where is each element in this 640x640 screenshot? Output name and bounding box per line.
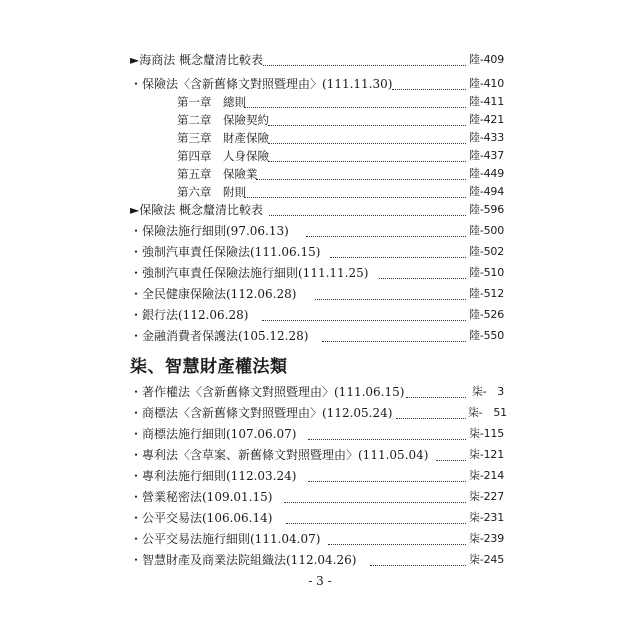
- toc-entry: [0, 201, 640, 219]
- toc-entry-title: ・強制汽車責任保險法施行細則(111.11.25): [130, 266, 369, 280]
- dot-leader: [262, 306, 466, 321]
- toc-entry-page: 陸-512: [469, 287, 504, 300]
- toc-entry-page: 柒- 51: [468, 406, 507, 419]
- toc-entry-title: ►海商法 概念釐清比較表: [130, 53, 264, 67]
- toc-entry-title: ・公平交易法(106.06.14): [130, 511, 273, 525]
- page-number: - 3 -: [308, 574, 332, 588]
- toc-entry: [0, 467, 640, 485]
- toc-entry-page: 柒- 3: [471, 385, 504, 398]
- dot-leader: [244, 183, 466, 198]
- toc-entry-title: ・強制汽車責任保險法(111.06.15): [130, 245, 321, 259]
- toc-entry: [0, 285, 640, 303]
- toc-entry: [0, 222, 640, 240]
- toc-entry: [0, 147, 640, 165]
- dot-leader: [268, 129, 466, 144]
- dot-leader: [268, 147, 466, 162]
- dot-leader: [322, 327, 466, 342]
- toc-entry: [0, 509, 640, 527]
- dot-leader: [244, 93, 466, 108]
- toc-entry: [0, 243, 640, 261]
- toc-entry: [0, 404, 640, 422]
- dot-leader: [330, 243, 466, 258]
- toc-entry: [0, 425, 640, 443]
- toc-entry-page: 柒-121: [469, 448, 504, 461]
- toc-entry-page: 柒-214: [469, 469, 504, 482]
- dot-leader: [379, 264, 466, 279]
- toc-entry-title: ・智慧財產及商業法院組織法(112.04.26): [130, 553, 357, 567]
- toc-entry-title: ・商標法施行細則(107.06.07): [130, 427, 297, 441]
- toc-entry-title: ・銀行法(112.06.28): [130, 308, 249, 322]
- dot-leader: [436, 446, 466, 461]
- toc-entry-page: 柒-245: [469, 553, 504, 566]
- toc-entry: [0, 327, 640, 345]
- toc-entry: [0, 183, 640, 201]
- toc-entry-page: 陸-409: [469, 53, 504, 66]
- toc-entry-title: ►保險法 概念釐清比較表: [130, 203, 264, 217]
- toc-entry-page: 陸-510: [469, 266, 504, 279]
- toc-entry-page: 陸-494: [469, 185, 504, 198]
- dot-leader: [392, 75, 466, 90]
- toc-entry-page: 陸-421: [469, 113, 504, 126]
- toc-entry-page: 陸-411: [469, 95, 504, 108]
- toc-entry: [0, 75, 640, 93]
- toc-entry-title: ・公平交易法施行細則(111.04.07): [130, 532, 321, 546]
- toc-entry: [0, 551, 640, 569]
- toc-entry-title: ・專利法〈含草案、新舊條文對照暨理由〉(111.05.04): [130, 448, 429, 462]
- toc-entry: [0, 383, 640, 401]
- toc-entry-page: 陸-437: [469, 149, 504, 162]
- toc-entry-title: ・營業秘密法(109.01.15): [130, 490, 273, 504]
- toc-entry-title: ・金融消費者保護法(105.12.28): [130, 329, 309, 343]
- dot-leader: [263, 51, 466, 66]
- toc-entry-title: ・保險法〈含新舊條文對照暨理由〉(111.11.30): [130, 77, 393, 91]
- section-heading: 柒、智慧財產權法類: [130, 357, 288, 377]
- toc-entry-page: 柒-227: [469, 490, 504, 503]
- dot-leader: [370, 551, 466, 566]
- toc-entry-page: 陸-526: [469, 308, 504, 321]
- toc-entry-page: 陸-550: [469, 329, 504, 342]
- toc-entry-title: 第四章 人身保險: [177, 149, 269, 163]
- dot-leader: [269, 201, 466, 216]
- toc-entry-title: 第一章 總則: [177, 95, 246, 109]
- toc-entry-title: 第六章 附則: [177, 185, 246, 199]
- dot-leader: [284, 488, 466, 503]
- toc-entry: [0, 51, 640, 69]
- dot-leader: [306, 222, 466, 237]
- toc-entry-page: 柒-239: [469, 532, 504, 545]
- toc-entry-page: 陸-449: [469, 167, 504, 180]
- dot-leader: [308, 467, 466, 482]
- toc-entry-title: 第五章 保險業: [177, 167, 258, 181]
- toc-entry: [0, 129, 640, 147]
- dot-leader: [268, 111, 466, 126]
- toc-entry: [0, 111, 640, 129]
- toc-entry-page: 陸-410: [469, 77, 504, 90]
- toc-entry-title: 第二章 保險契約: [177, 113, 269, 127]
- dot-leader: [328, 530, 466, 545]
- dot-leader: [396, 404, 466, 419]
- toc-entry-title: ・專利法施行細則(112.03.24): [130, 469, 297, 483]
- dot-leader: [406, 383, 466, 398]
- toc-entry-title: ・商標法〈含新舊條文對照暨理由〉(112.05.24): [130, 406, 393, 420]
- toc-entry-title: ・著作權法〈含新舊條文對照暨理由〉(111.06.15): [130, 385, 405, 399]
- toc-entry-title: ・保險法施行細則(97.06.13): [130, 224, 289, 238]
- dot-leader: [286, 509, 466, 524]
- toc-entry-page: 陸-500: [469, 224, 504, 237]
- toc-entry: [0, 165, 640, 183]
- dot-leader: [308, 425, 466, 440]
- toc-entry-page: 陸-596: [469, 203, 504, 216]
- toc-entry: [0, 446, 640, 464]
- toc-entry: [0, 93, 640, 111]
- toc-entry-page: 柒-115: [469, 427, 504, 440]
- toc-entry-page: 陸-502: [469, 245, 504, 258]
- toc-entry: [0, 530, 640, 548]
- dot-leader: [315, 285, 466, 300]
- dot-leader: [256, 165, 466, 180]
- toc-entry-page: 陸-433: [469, 131, 504, 144]
- toc-entry: [0, 306, 640, 324]
- toc-entry-title: 第三章 財產保險: [177, 131, 269, 145]
- toc-entry: [0, 488, 640, 506]
- toc-entry-title: ・全民健康保險法(112.06.28): [130, 287, 297, 301]
- toc-entry: [0, 264, 640, 282]
- toc-entry-page: 柒-231: [469, 511, 504, 524]
